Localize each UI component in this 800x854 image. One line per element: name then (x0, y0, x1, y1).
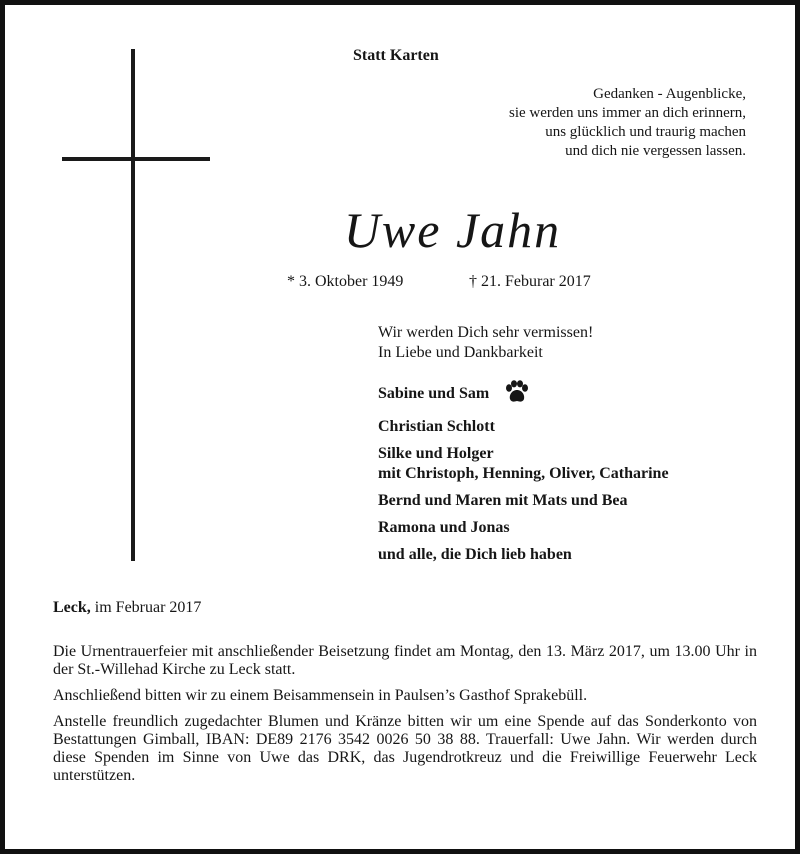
poem (509, 85, 746, 161)
farewell-message (378, 323, 593, 363)
paragraph: Die Urnentrauerfeier mit anschließender Beisetzung findet am Montag, den 13. März 2017, um 13.00 Uhr in der St.-Willehad Kirche zu Leck statt. (53, 643, 757, 678)
birth-date: * 3. Oktober 1949 (287, 273, 404, 290)
cross-icon-bar (62, 157, 210, 161)
details-text (53, 643, 757, 793)
mourner-entry: und alle, die Dich lieb haben (378, 546, 572, 563)
deceased-name: Uwe Jahn (343, 202, 562, 258)
mourner-entry: Bernd und Maren mit Mats und Bea (378, 492, 628, 509)
message-line: Wir werden Dich sehr vermissen! (378, 324, 594, 341)
heading: Statt Karten (353, 47, 439, 64)
paragraph: Anschließend bitten wir zu einem Beisammensein in Paulsen’s Gasthof Sprakebüll. (53, 687, 588, 704)
poem-line: sie werden uns immer an dich erinnern, (508, 105, 746, 121)
mourner-name: Sabine und Sam (378, 385, 490, 402)
paw-print-icon (503, 380, 529, 410)
cross-icon (131, 49, 135, 561)
place-town: Leck, (53, 599, 91, 616)
place-date-text: im Februar 2017 (94, 599, 202, 616)
paragraph: Anstelle freundlich zugedachter Blumen und Kränze bitten wir um eine Spende auf das Sonderkonto von Bestattungen Gimball, IBAN: DE89 2176 3542 0026 50 38 88. Trauerfall: Uwe Jahn. Wir werden durch diese Spenden im Sinne von Uwe das DRK, das Jugendrotkreuz und die Freiwillige Feuerwehr Leck unterstützen. (53, 713, 757, 784)
mourner-entry (378, 444, 669, 484)
poem-line: und dich nie vergessen lassen. (565, 143, 746, 159)
poem-line: uns glücklich und traurig machen (545, 124, 746, 140)
mourner-entry: Ramona und Jonas (378, 519, 510, 536)
death-date: † 21. Feburar 2017 (469, 273, 591, 290)
poem-line: Gedanken - Augenblicke, (593, 86, 746, 102)
mourner-entry: Christian Schlott (378, 418, 495, 435)
mourner-name: mit Christoph, Henning, Oliver, Catharine (378, 465, 669, 482)
mourner-name: Silke und Holger (378, 445, 494, 462)
mourners-list (378, 380, 669, 572)
message-line: In Liebe und Dankbarkeit (378, 344, 543, 361)
mourner-entry (378, 380, 669, 410)
place-date (53, 599, 201, 617)
